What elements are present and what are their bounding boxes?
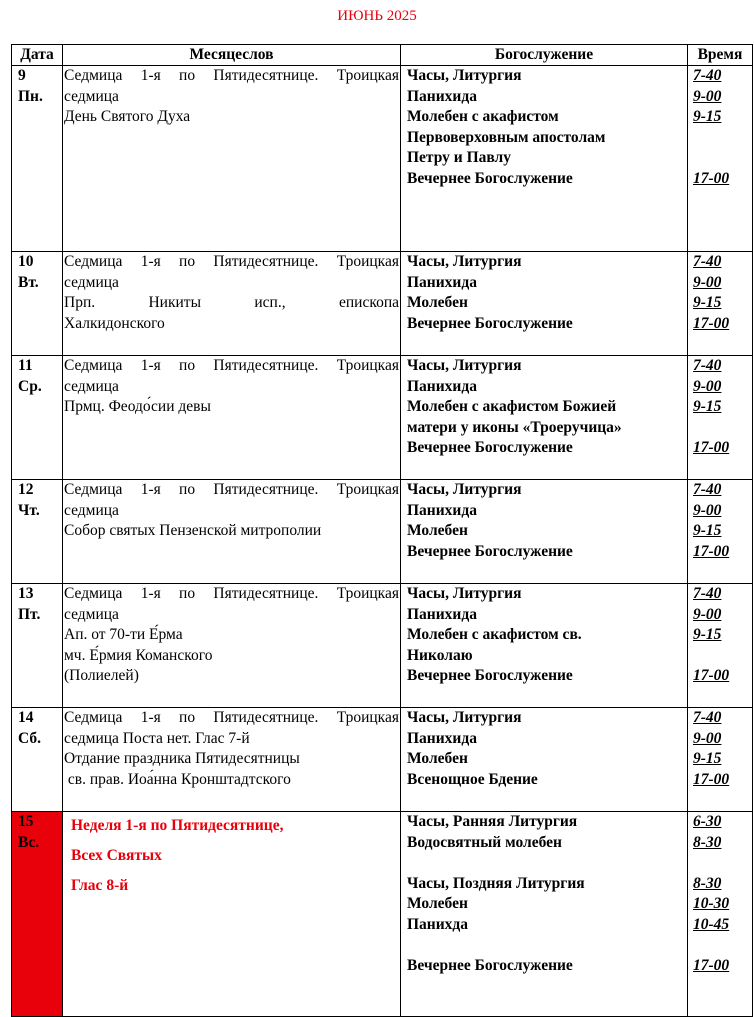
weekday: Вт. xyxy=(18,273,39,291)
service-time: 7-40 xyxy=(693,481,722,498)
table-row xyxy=(12,708,753,812)
menologion-line: седмица xyxy=(64,501,119,519)
service-time: 17-00 xyxy=(693,314,730,332)
service-time: 8-30 xyxy=(693,833,722,851)
service-item: Панихида xyxy=(407,729,477,747)
weekday: Пн. xyxy=(18,87,43,105)
service-time: 6-30 xyxy=(693,813,722,830)
service-time: 17-00 xyxy=(693,770,730,788)
menologion-line: День Святого Духа xyxy=(64,108,191,126)
table-row xyxy=(12,252,753,356)
menologion-line: Седмица 1-я по Пятидесятнице. Троицкая xyxy=(64,481,399,498)
service-item: Панихда xyxy=(407,915,469,933)
menologion-line: мч. Е́рмия Команского xyxy=(64,646,213,664)
service-time: 10-30 xyxy=(693,895,730,913)
table-row xyxy=(12,480,753,584)
header-time: Время xyxy=(688,45,753,66)
service-time: 9-15 xyxy=(693,626,722,644)
menologion-line: св. прав. Иоа́нна Кронштадтского xyxy=(64,770,291,788)
day-number: 11 xyxy=(18,357,33,374)
header-menologion: Месяцеслов xyxy=(63,45,401,66)
service-item: Вечернее Богослужение xyxy=(407,314,573,332)
service-time: 7-40 xyxy=(693,585,722,602)
service-time: 9-00 xyxy=(693,273,722,291)
service-item: Часы, Литургия xyxy=(407,253,522,270)
menologion-line: Седмица 1-я по Пятидесятнице. Троицкая xyxy=(64,709,399,726)
table-row xyxy=(12,584,753,708)
menologion-line: Халкидонского xyxy=(64,314,165,332)
service-time: 9-00 xyxy=(693,729,722,747)
weekday: Ср. xyxy=(18,377,42,395)
service-time: 17-00 xyxy=(693,957,730,975)
service-time: 9-15 xyxy=(693,750,722,768)
menologion-line: седмица Поста нет. Глас 7-й xyxy=(64,729,250,747)
service-time: 17-00 xyxy=(693,542,730,560)
weekday: Чт. xyxy=(18,501,40,519)
schedule-table xyxy=(11,44,753,1017)
service-item: Панихида xyxy=(407,501,477,519)
day-number: 10 xyxy=(18,253,34,270)
service-item: Панихида xyxy=(407,377,477,395)
day-number: 15 xyxy=(18,813,34,830)
feast-tone: Глас 8-й xyxy=(71,877,129,894)
menologion-line: седмица xyxy=(64,273,119,291)
feast-date-cell xyxy=(12,812,63,1017)
service-item: Водосвятный молебен xyxy=(407,833,562,851)
service-item: Часы, Литургия xyxy=(407,585,522,602)
menologion-line: Собор святых Пензенской митрополии xyxy=(64,522,322,540)
menologion-line: Отдание праздника Пятидесятницы xyxy=(64,750,300,768)
service-time: 10-45 xyxy=(693,915,730,933)
service-item: Часы, Литургия xyxy=(407,481,522,498)
weekday: Вс. xyxy=(18,833,40,851)
table-row xyxy=(12,356,753,480)
service-item: Молебен xyxy=(407,895,468,913)
service-time: 8-30 xyxy=(693,874,722,892)
menologion-line: Седмица 1-я по Пятидесятнице. Троицкая xyxy=(64,585,399,602)
menologion-line: Седмица 1-я по Пятидесятнице. Троицкая xyxy=(64,67,399,84)
service-time: 7-40 xyxy=(693,67,722,84)
service-item: Молебен с акафистом Божией xyxy=(407,398,617,416)
service-time: 7-40 xyxy=(693,357,722,374)
service-time: 17-00 xyxy=(693,439,730,457)
service-time: 9-15 xyxy=(693,398,722,416)
feast-title: Неделя 1-я по Пятидесятнице, xyxy=(71,817,284,834)
header-date: Дата xyxy=(12,45,63,66)
weekday: Пт. xyxy=(18,605,41,623)
menologion-line: Ап. от 70-ти Е́рма xyxy=(64,626,183,644)
menologion-line: (Полиелей) xyxy=(64,667,139,685)
service-time: 9-00 xyxy=(693,377,722,395)
service-time: 17-00 xyxy=(693,169,730,187)
table-row xyxy=(12,812,753,1017)
service-item: Панихида xyxy=(407,605,477,623)
day-number: 13 xyxy=(18,585,34,602)
service-item: Вечернее Богослужение xyxy=(407,169,573,187)
service-item: Вечернее Богослужение xyxy=(407,542,573,560)
service-item: матери у иконы «Троеручица» xyxy=(407,418,622,436)
service-time: 7-40 xyxy=(693,709,722,726)
service-time: 7-40 xyxy=(693,253,722,270)
service-time: 9-15 xyxy=(693,294,722,312)
menologion-line: Седмица 1-я по Пятидесятнице. Троицкая xyxy=(64,357,399,374)
service-item: Молебен xyxy=(407,522,468,540)
service-time: 9-15 xyxy=(693,522,722,540)
day-number: 12 xyxy=(18,481,34,498)
service-item: Часы, Литургия xyxy=(407,709,522,726)
service-time: 9-00 xyxy=(693,605,722,623)
service-item: Молебен с акафистом св. xyxy=(407,626,582,644)
service-time: 9-00 xyxy=(693,87,722,105)
service-item: Часы, Литургия xyxy=(407,357,522,374)
weekday: Сб. xyxy=(18,729,42,747)
service-item: Часы, Поздняя Литургия xyxy=(407,874,585,892)
service-item: Петру и Павлу xyxy=(407,149,512,167)
menologion-line: Прмц. Феодо́сии девы xyxy=(64,398,211,416)
service-item: Молебен xyxy=(407,750,468,768)
menologion-line: Седмица 1-я по Пятидесятнице. Троицкая xyxy=(64,253,399,270)
service-item: Всенощное Бдение xyxy=(407,770,538,788)
service-item: Панихида xyxy=(407,273,477,291)
menologion-line: седмица xyxy=(64,87,119,105)
service-item: Часы, Литургия xyxy=(407,67,522,84)
day-number: 14 xyxy=(18,709,34,726)
header-service: Богослужение xyxy=(401,45,688,66)
menologion-line: Прп. Никиты исп., епископа xyxy=(64,294,399,312)
service-item: Панихида xyxy=(407,87,477,105)
service-item: Вечернее Богослужение xyxy=(407,439,573,457)
service-item: Молебен с акафистом xyxy=(407,108,559,126)
table-header-row xyxy=(12,45,753,66)
service-time: 9-00 xyxy=(693,501,722,519)
service-item: Первоверховным апостолам xyxy=(407,128,606,146)
page-title: ИЮНЬ 2025 xyxy=(337,8,417,24)
day-number: 9 xyxy=(18,67,26,84)
menologion-line: седмица xyxy=(64,605,119,623)
service-item: Часы, Ранняя Литургия xyxy=(407,813,578,830)
table-row xyxy=(12,66,753,252)
service-time: 9-15 xyxy=(693,108,722,126)
service-time: 17-00 xyxy=(693,667,730,685)
service-item: Молебен xyxy=(407,294,468,312)
service-item: Вечернее Богослужение xyxy=(407,667,573,685)
menologion-line: седмица xyxy=(64,377,119,395)
feast-title: Всех Святых xyxy=(71,847,162,864)
service-item: Николаю xyxy=(407,646,473,664)
service-item: Вечернее Богослужение xyxy=(407,957,573,975)
